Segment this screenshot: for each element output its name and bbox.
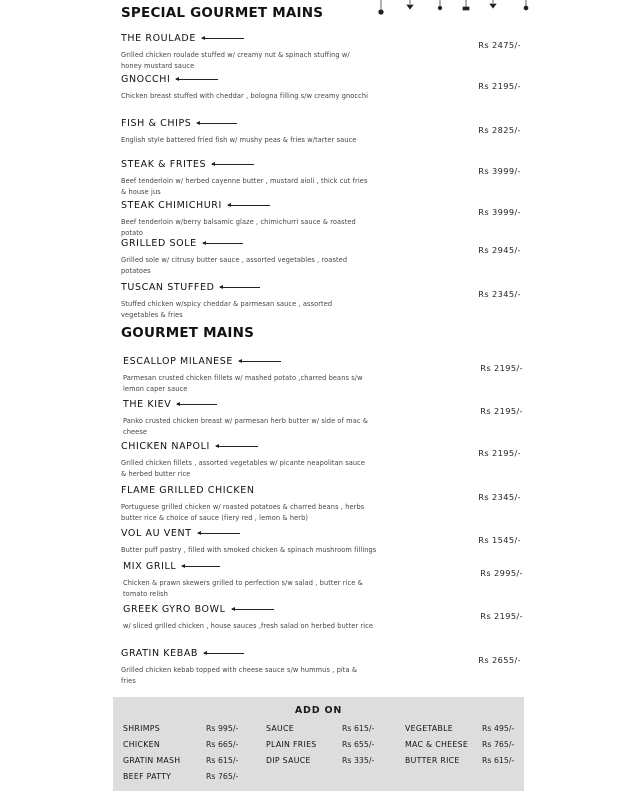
- addon-title: ADD ON: [294, 705, 343, 716]
- item-price: Rs 2195/-: [478, 448, 521, 458]
- addon-price: Rs 655/-: [342, 740, 375, 749]
- item-price: Rs 1545/-: [478, 535, 521, 545]
- menu-item: [121, 480, 521, 524]
- section-title-special: SPECIAL GOURMET MAINS: [121, 5, 324, 21]
- addon-item: BUTTER RICE: [405, 756, 460, 765]
- item-price: Rs 2995/-: [480, 568, 523, 578]
- item-name: THE KIEV: [123, 399, 172, 410]
- item-description: Panko crusted chicken breast w/ parmesan herb butter w/ side of mac & cheese: [123, 417, 369, 436]
- menu-item: [123, 599, 523, 632]
- item-name: TUSCAN STUFFED: [121, 282, 215, 293]
- arrow-icon: [198, 533, 240, 534]
- addon-item: CHICKEN: [123, 740, 161, 749]
- addon-item: PLAIN FRIES: [266, 740, 317, 749]
- arrow-icon: [197, 123, 237, 124]
- arrow-icon: [182, 566, 220, 567]
- arrow-icon: [176, 79, 218, 80]
- menu-item: [121, 233, 521, 277]
- item-price: Rs 2475/-: [478, 40, 521, 50]
- item-price: Rs 3999/-: [478, 166, 521, 176]
- item-name: GRATIN KEBAB: [121, 648, 199, 659]
- arrow-icon: [239, 361, 281, 362]
- menu-item: [121, 436, 521, 480]
- addon-price: Rs 765/-: [206, 772, 239, 781]
- item-description: Butter puff pastry , filled with smoked chicken & spinach mushroom fillings: [121, 546, 377, 554]
- item-price: Rs 2195/-: [480, 406, 523, 416]
- menu-item: [121, 113, 521, 146]
- item-price: Rs 2825/-: [478, 125, 521, 135]
- menu-item: [123, 351, 523, 395]
- item-description: Chicken breast stuffed with cheddar , bologna filling s/w creamy gnocchi: [121, 92, 369, 100]
- addon-item: VEGETABLE: [405, 724, 454, 733]
- arrow-icon: [177, 404, 217, 405]
- item-name: FISH & CHIPS: [121, 118, 192, 129]
- item-name: THE ROULADE: [121, 33, 196, 44]
- menu-item: [121, 154, 521, 198]
- item-description: English style battered fried fish w/ mushy peas & fries w/tarter sauce: [121, 136, 357, 144]
- section-title-gourmet: GOURMET MAINS: [121, 325, 255, 341]
- item-description: Parmesan crusted chicken fillets w/ mashed potato ,charred beans s/w lemon caper sauce: [123, 374, 363, 393]
- item-name: STEAK & FRITES: [121, 159, 207, 170]
- addon-price: Rs 495/-: [482, 724, 515, 733]
- addon-price: Rs 615/-: [482, 756, 515, 765]
- item-price: Rs 2195/-: [480, 363, 523, 373]
- menu-item: [123, 394, 523, 438]
- item-description: Chicken & prawn skewers grilled to perfection s/w salad , butter rice & tomato relish: [123, 579, 363, 598]
- addon-price: Rs 995/-: [206, 724, 239, 733]
- item-price: Rs 2945/-: [478, 245, 521, 255]
- item-name: STEAK CHIMICHURI: [121, 200, 222, 211]
- hanging-utensils-icon: [370, 0, 540, 22]
- arrow-icon: [203, 243, 243, 244]
- menu-item: [121, 523, 521, 556]
- arrow-icon: [202, 38, 244, 39]
- item-name: GNOCCHI: [121, 74, 171, 85]
- item-description: Grilled chicken roulade stuffed w/ creamy nut & spinach stuffing w/ honey mustard sauce: [121, 51, 350, 70]
- arrow-icon: [228, 205, 270, 206]
- menu-item: [121, 643, 521, 687]
- item-name: FLAME GRILLED CHICKEN: [121, 485, 255, 496]
- addon-price: Rs 335/-: [342, 756, 375, 765]
- item-description: w/ sliced grilled chicken , house sauces ,fresh salad on herbed butter rice: [123, 622, 374, 630]
- arrow-icon: [232, 609, 274, 610]
- arrow-icon: [220, 287, 260, 288]
- addon-item: BEEF PATTY: [123, 772, 172, 781]
- item-name: MIX GRILL: [123, 561, 177, 572]
- menu-item: [121, 28, 521, 72]
- addon-item: MAC & CHEESE: [405, 740, 469, 749]
- item-description: Stuffed chicken w/spicy cheddar & parmesan sauce , assorted vegetables & fries: [121, 300, 333, 319]
- item-name: GRILLED SOLE: [121, 238, 197, 249]
- item-price: Rs 2195/-: [478, 81, 521, 91]
- menu-item: [123, 556, 523, 600]
- item-description: Portuguese grilled chicken w/ roasted potatoes & charred beans , herbs butter rice & choice of sauce (fiery red , lemon & herb): [121, 503, 365, 522]
- addon-item: SAUCE: [266, 724, 295, 733]
- item-description: Beef tenderloin w/berry balsamic glaze , chimichurri sauce & roasted potato: [121, 218, 356, 237]
- addon-item: GRATIN MASH: [123, 756, 181, 765]
- addon-panel: [113, 697, 524, 791]
- item-description: Grilled chicken kebab topped with cheese sauce s/w hummus , pita & fries: [121, 666, 358, 685]
- item-price: Rs 2195/-: [480, 611, 523, 621]
- item-price: Rs 2655/-: [478, 655, 521, 665]
- addon-price: Rs 615/-: [206, 756, 239, 765]
- addon-item: DIP SAUCE: [266, 756, 311, 765]
- item-price: Rs 2345/-: [478, 289, 521, 299]
- item-price: Rs 2345/-: [478, 492, 521, 502]
- addon-price: Rs 665/-: [206, 740, 239, 749]
- item-name: VOL AU VENT: [121, 528, 192, 539]
- item-name: GREEK GYRO BOWL: [123, 604, 226, 615]
- arrow-icon: [216, 446, 258, 447]
- item-price: Rs 3999/-: [478, 207, 521, 217]
- menu-item: [121, 69, 521, 102]
- item-description: Beef tenderloin w/ herbed cayenne butter , mustard aioli , thick cut fries & house jus: [121, 177, 368, 196]
- arrow-icon: [204, 653, 244, 654]
- item-description: Grilled chicken fillets , assorted vegetables w/ picante neapolitan sauce & herbed butter rice: [121, 459, 366, 478]
- item-name: CHICKEN NAPOLI: [121, 441, 210, 452]
- item-name: ESCALLOP MILANESE: [123, 356, 233, 367]
- arrow-icon: [212, 164, 254, 165]
- item-description: Grilled sole w/ citrusy butter sauce , assorted vegetables , roasted potatoes: [121, 256, 348, 275]
- menu-item: [121, 277, 521, 321]
- addon-price: Rs 765/-: [482, 740, 515, 749]
- addon-item: SHRIMPS: [123, 724, 161, 733]
- addon-price: Rs 615/-: [342, 724, 375, 733]
